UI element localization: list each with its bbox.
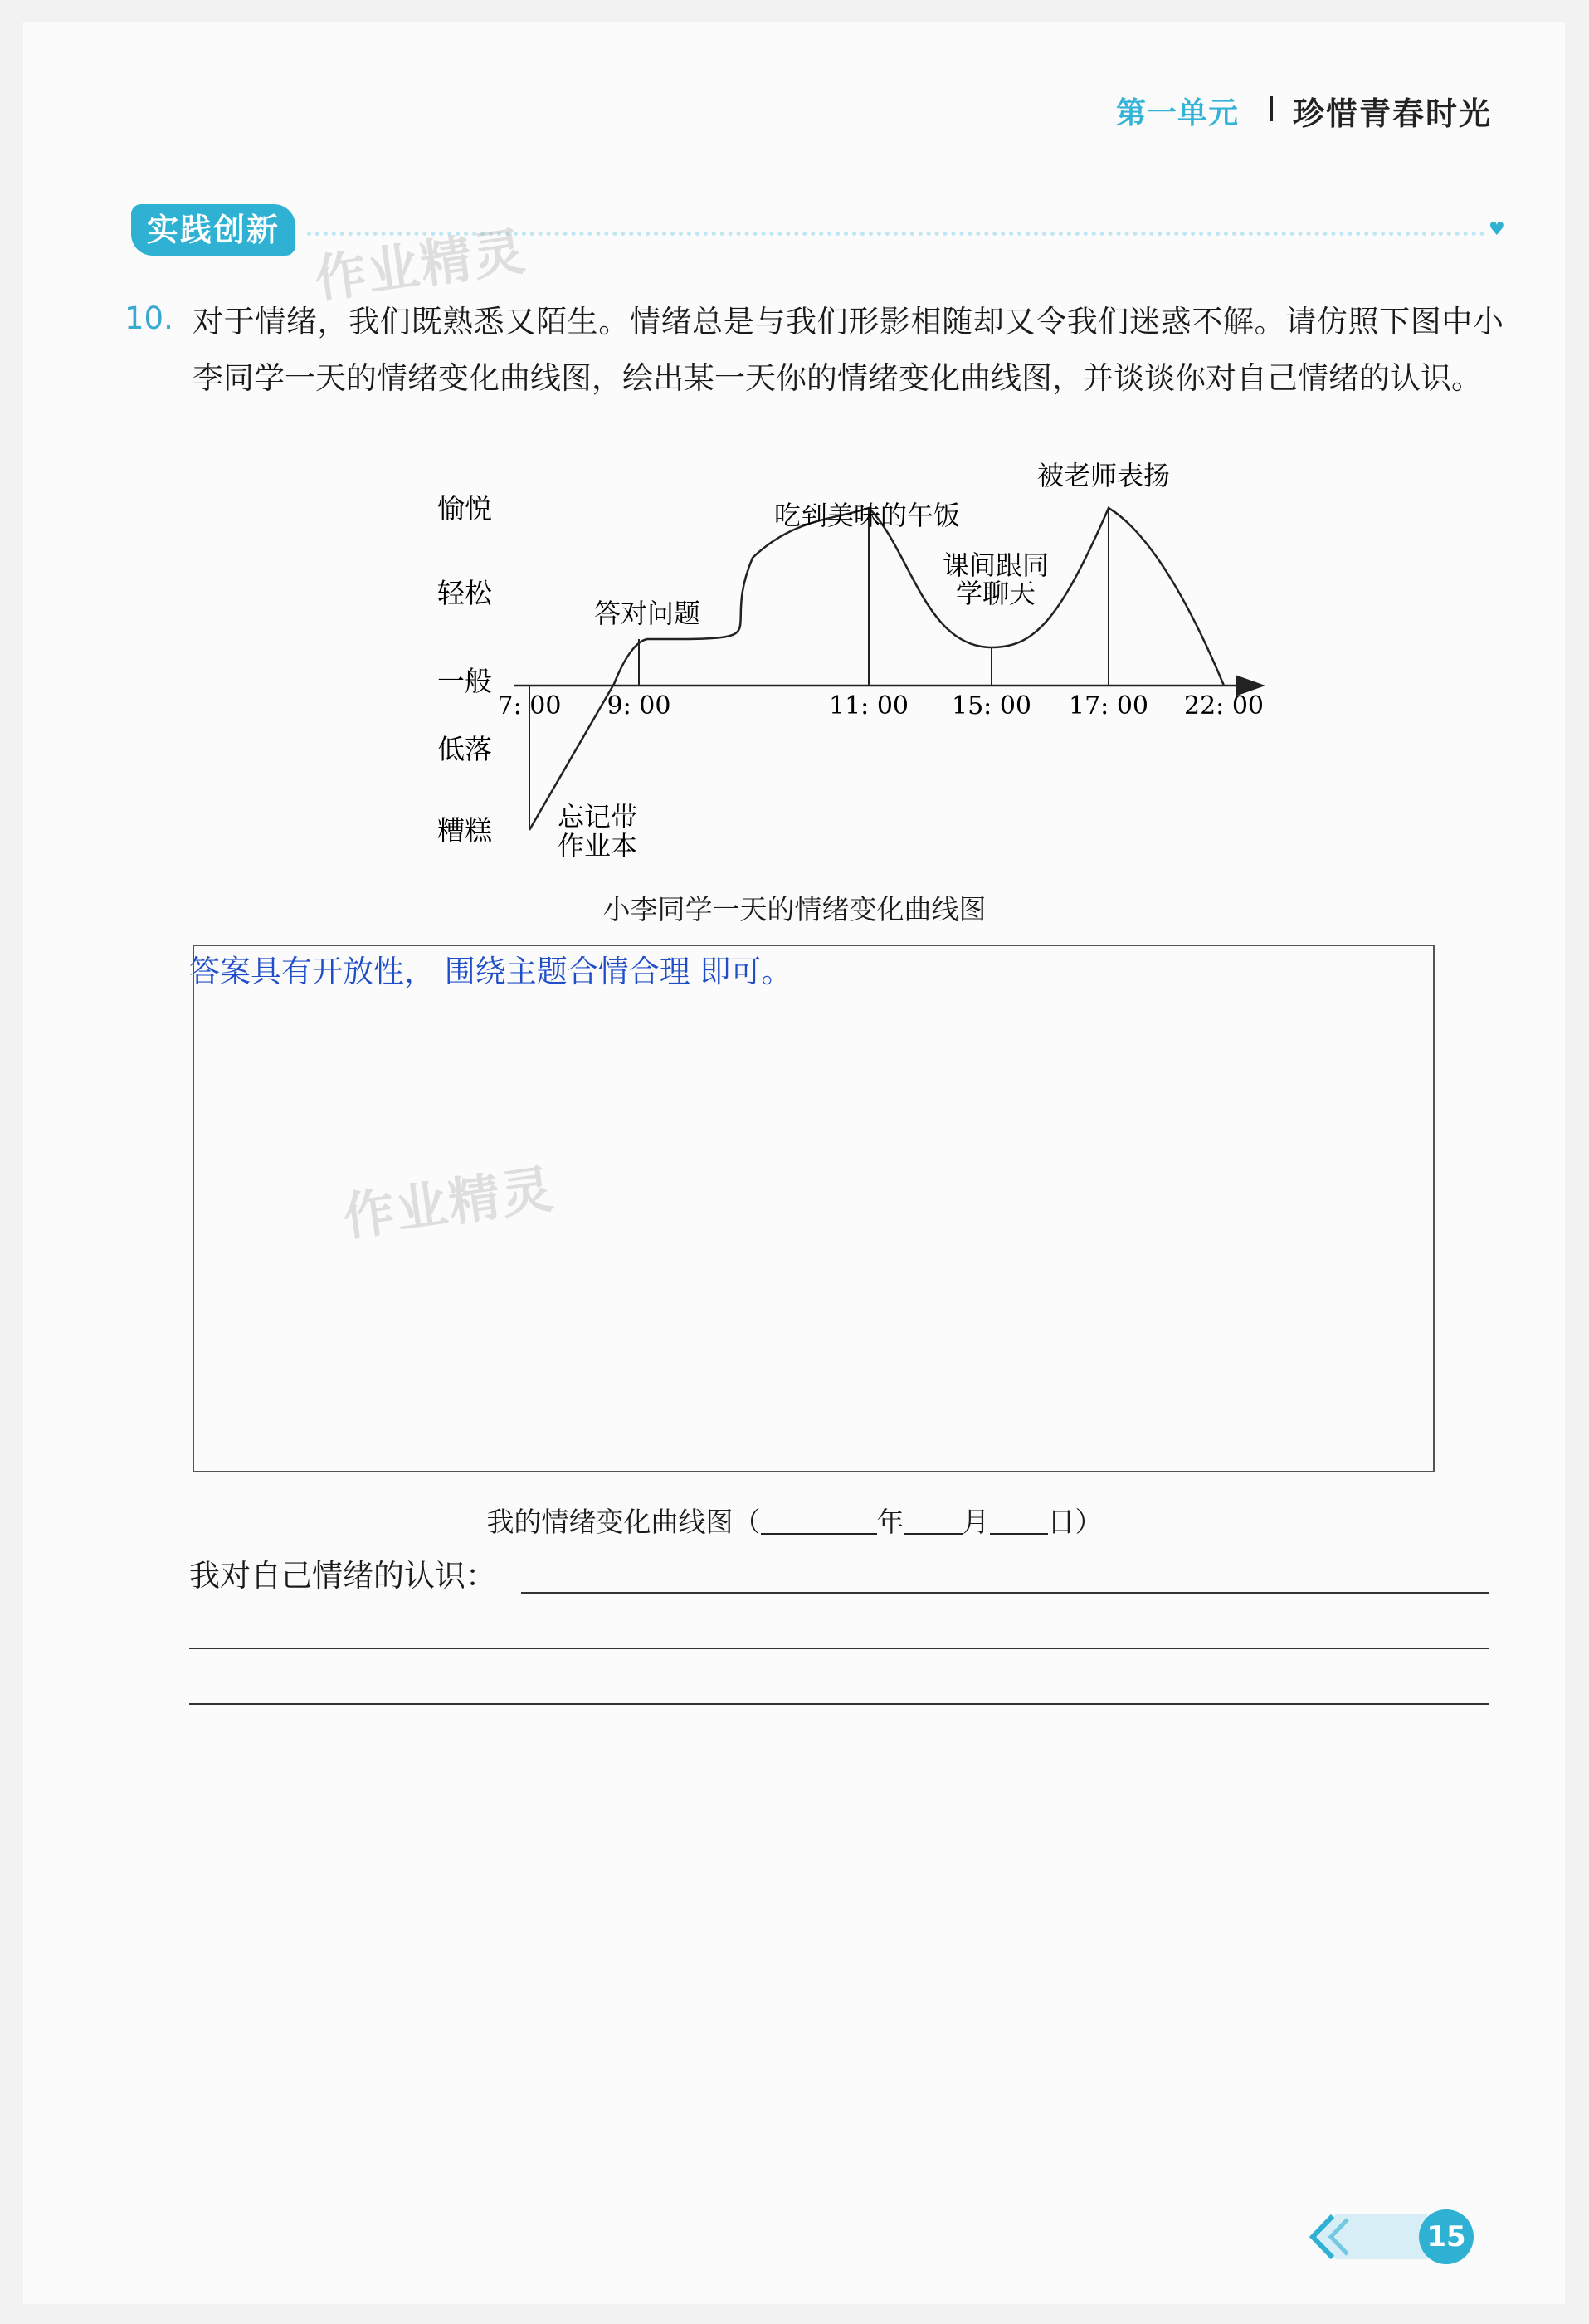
reflection-label: 我对自己情绪的认识： <box>189 1558 496 1594</box>
annotation-label: 作业本 <box>557 830 638 862</box>
emotion-curve <box>529 508 1224 830</box>
annotation-label: 学聊天 <box>955 578 1036 609</box>
x-tick-label: 9: 00 <box>607 691 671 720</box>
answer-line[interactable] <box>189 1703 1489 1705</box>
question-text: 对于情绪，我们既熟悉又陌生。情绪总是与我们形影相随却又令我们迷惑不解。请仿照下图中小李同学一天的情绪变化曲线图，绘出某一天你的情绪变化曲线图，并谈谈你对自己情绪的认识。 <box>193 304 1504 396</box>
y-level-label: 一般 <box>437 665 492 697</box>
my-chart-caption <box>0 1501 1589 1540</box>
emotion-chart-svg <box>407 456 1286 888</box>
y-level-label: 糟糕 <box>437 814 492 847</box>
watermark: 作业精灵 <box>310 220 530 310</box>
unit-label: 第一单元 <box>1116 96 1240 130</box>
annotation-label: 答对问题 <box>593 598 701 629</box>
x-tick-label: 11: 00 <box>829 691 909 720</box>
answer-text: 答案具有开放性， 围绕主题合情合理 即可。 <box>189 954 792 989</box>
watermark: 作业精灵 <box>339 1158 558 1248</box>
annotation-label: 忘记带 <box>557 801 638 832</box>
x-tick-label: 22: 00 <box>1184 691 1264 720</box>
header-divider <box>1270 96 1273 121</box>
y-level-label: 轻松 <box>437 577 492 609</box>
y-level-label: 愉悦 <box>437 492 492 525</box>
month-blank[interactable] <box>904 1508 963 1535</box>
annotation-label: 被老师表扬 <box>1036 460 1171 491</box>
question-number: 10. <box>124 300 173 336</box>
my-chart-caption-prefix: 我的情绪变化曲线图（ <box>486 1506 761 1538</box>
day-label: 日） <box>1047 1506 1103 1538</box>
y-level-label: 低落 <box>437 733 492 765</box>
month-label: 月 <box>962 1506 990 1538</box>
x-tick-label: 7: 00 <box>497 691 562 720</box>
x-tick-label: 17: 00 <box>1069 691 1148 720</box>
annotation-label: 吃到美味的午饭 <box>773 500 961 531</box>
year-label: 年 <box>876 1506 904 1538</box>
section-badge: 实践创新 <box>131 204 295 256</box>
answer-line[interactable] <box>189 1648 1489 1649</box>
chart-caption: 小李同学一天的情绪变化曲线图 <box>602 893 987 925</box>
unit-title: 珍惜青春时光 <box>1293 95 1493 132</box>
annotation-label: 课间跟同 <box>942 549 1050 581</box>
page-number: 15 <box>1419 2209 1474 2264</box>
answer-line[interactable] <box>521 1592 1489 1594</box>
heart-icon: ♥ <box>1489 219 1505 240</box>
day-blank[interactable] <box>990 1508 1048 1535</box>
x-tick-label: 15: 00 <box>952 691 1031 720</box>
emotion-chart <box>407 456 1286 891</box>
year-blank[interactable] <box>761 1508 877 1535</box>
